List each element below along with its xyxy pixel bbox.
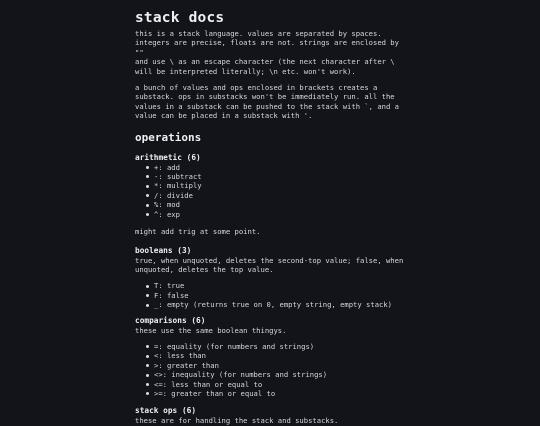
list-item: >: greater than <box>146 361 407 370</box>
list-item: <>: inequality (for numbers and strings) <box>146 370 407 379</box>
arithmetic-note: might add trig at some point. <box>135 227 261 237</box>
docs-page <box>135 9 407 426</box>
page-title: stack docs <box>135 10 225 26</box>
list-item: %: mod <box>146 200 407 209</box>
list-item: <: less than <box>146 351 407 360</box>
list-item: ^: exp <box>146 210 407 219</box>
booleans-heading: booleans (3) <box>135 245 192 255</box>
list-item: -: subtract <box>146 172 407 181</box>
intro-paragraph-1: this is a stack language. values are separated by spaces. integers are precise, floats are not. strings are enclosed by "" and use \ as an escape character (the next character after \ will be interpreted literally; \n etc. won't work). <box>135 29 399 76</box>
list-item: T: true <box>146 281 407 290</box>
stack-ops-heading: stack ops (6) <box>135 406 197 416</box>
list-item: >=: greater than or equal to <box>146 389 407 398</box>
arithmetic-list <box>135 163 407 219</box>
booleans-list <box>135 281 407 309</box>
list-item: _: empty (returns true on 0, empty string, empty stack) <box>146 300 407 309</box>
list-item: F: false <box>146 291 407 300</box>
list-item: =: equality (for numbers and strings) <box>146 342 407 351</box>
list-item: <=: less than or equal to <box>146 380 407 389</box>
arithmetic-heading: arithmetic (6) <box>135 152 201 162</box>
comparisons-heading: comparisons (6) <box>135 315 206 325</box>
comparisons-list <box>135 342 407 398</box>
stack-ops-description: these are for handling the stack and substacks. <box>135 416 339 426</box>
list-item: /: divide <box>146 191 407 200</box>
operations-heading: operations <box>135 130 202 144</box>
list-item: +: add <box>146 163 407 172</box>
list-item: *: multiply <box>146 181 407 190</box>
comparisons-description: these use the same boolean thingys. <box>135 325 287 335</box>
intro-paragraph-2: a bunch of values and ops enclosed in brackets creates a substack. ops in substacks won't be immediately run. all the values in a substack can be pushed to the stack with `, and a value can be placed in a substack with '. <box>135 83 399 121</box>
booleans-description: true, when unquoted, deletes the second-top value; false, when unquoted, deletes the top value. <box>135 255 404 274</box>
